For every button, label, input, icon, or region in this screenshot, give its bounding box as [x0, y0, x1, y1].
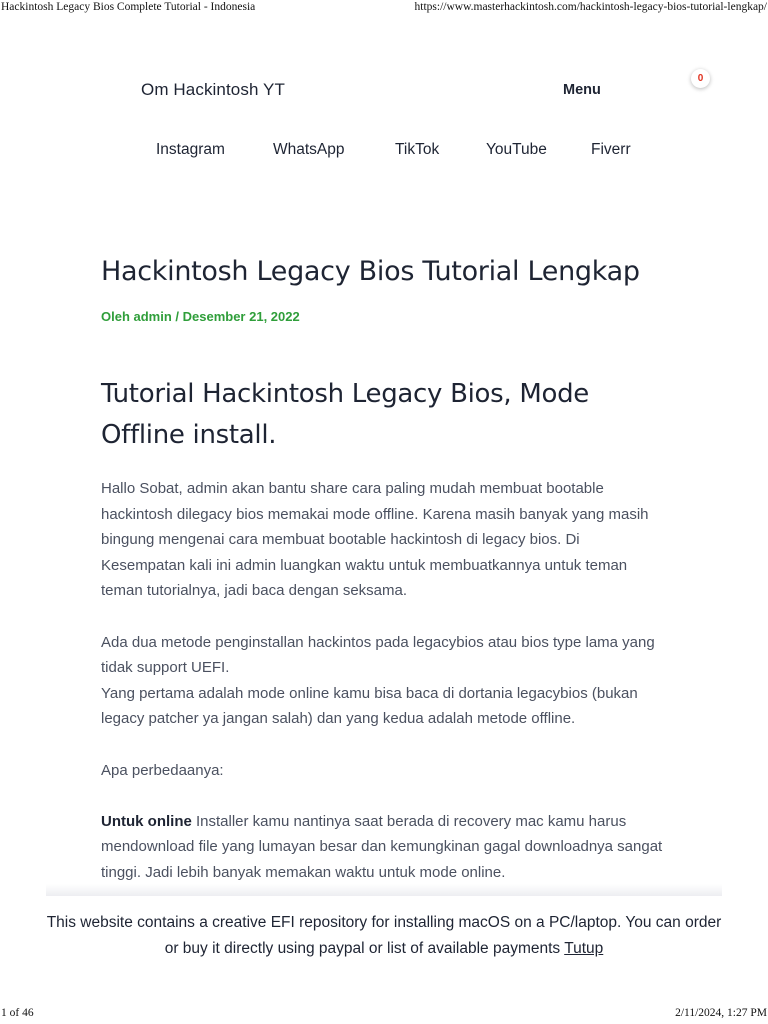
online-text: Installer kamu nantinya saat berada di recovery mac kamu harus mendownload file yang lumayan besar dan kemungkinan gagal downloadnya sangat tinggi. Jadi lebih banyak memakan waktu untuk mode online.: [101, 812, 663, 881]
print-footer: [0, 1006, 768, 1024]
paragraph-difference: Apa perbedaanya:: [101, 761, 224, 779]
post-heading: Tutorial Hackintosh Legacy Bios, Mode Offline install.: [101, 379, 589, 450]
cookie-bar-shadow: [46, 884, 722, 896]
nav-link-instagram[interactable]: Instagram: [156, 141, 225, 158]
post-content: [101, 476, 667, 894]
cart-count-badge[interactable]: 0: [691, 69, 710, 88]
site-title-link[interactable]: Om Hackintosh YT: [141, 80, 285, 99]
nav-link-fiverr[interactable]: Fiverr: [591, 141, 631, 158]
print-page-number: 1 of 46: [1, 1007, 34, 1019]
paragraph-methods: [101, 630, 667, 732]
cookie-notice-bar: [0, 894, 768, 1002]
print-page-title: Hackintosh Legacy Bios Complete Tutorial - Indonesia: [1, 1, 256, 13]
cookie-close-link[interactable]: Tutup: [564, 940, 604, 957]
post-meta[interactable]: Oleh admin / Desember 21, 2022: [101, 309, 300, 324]
nav-link-youtube[interactable]: YouTube: [486, 141, 547, 158]
cookie-notice-message: This website contains a creative EFI repository for installing macOS on a PC/laptop. You can order or buy it directly using paypal or list of available payments: [46, 914, 722, 957]
paragraph-intro: Hallo Sobat, admin akan bantu share cara paling mudah membuat bootable hackintosh dilegacy bios memakai mode offline. Karena masih banyak yang masih bingung mengenai cara membuat bootable hackintosh di legacy bios. Di Kesempatan kali ini admin luangkan waktu untuk membuatkannya untuk teman teman tutorialnya, jadi baca dengan seksama.: [101, 480, 649, 600]
print-header: [0, 0, 768, 18]
post-title: Hackintosh Legacy Bios Tutorial Lengkap: [101, 256, 640, 287]
paragraph-methods-line2: Yang pertama adalah mode online kamu bisa baca di dortania legacybios (bukan legacy patcher ya jangan salah) dan yang kedua adalah metode offline.: [101, 684, 638, 728]
online-label: Untuk online: [101, 812, 192, 830]
social-nav: [0, 141, 768, 163]
nav-link-tiktok[interactable]: TikTok: [395, 141, 440, 158]
print-page-url: https://www.masterhackintosh.com/hackintosh-legacy-bios-tutorial-lengkap/: [414, 1, 767, 13]
paragraph-online: [101, 809, 667, 886]
nav-link-whatsapp[interactable]: WhatsApp: [273, 141, 345, 158]
cookie-notice-text: [40, 910, 728, 962]
print-datetime: 2/11/2024, 1:27 PM: [675, 1007, 767, 1019]
paragraph-methods-line1: Ada dua metode penginstallan hackintos pada legacybios atau bios type lama yang tidak support UEFI.: [101, 633, 655, 677]
menu-button[interactable]: Menu: [563, 82, 601, 98]
